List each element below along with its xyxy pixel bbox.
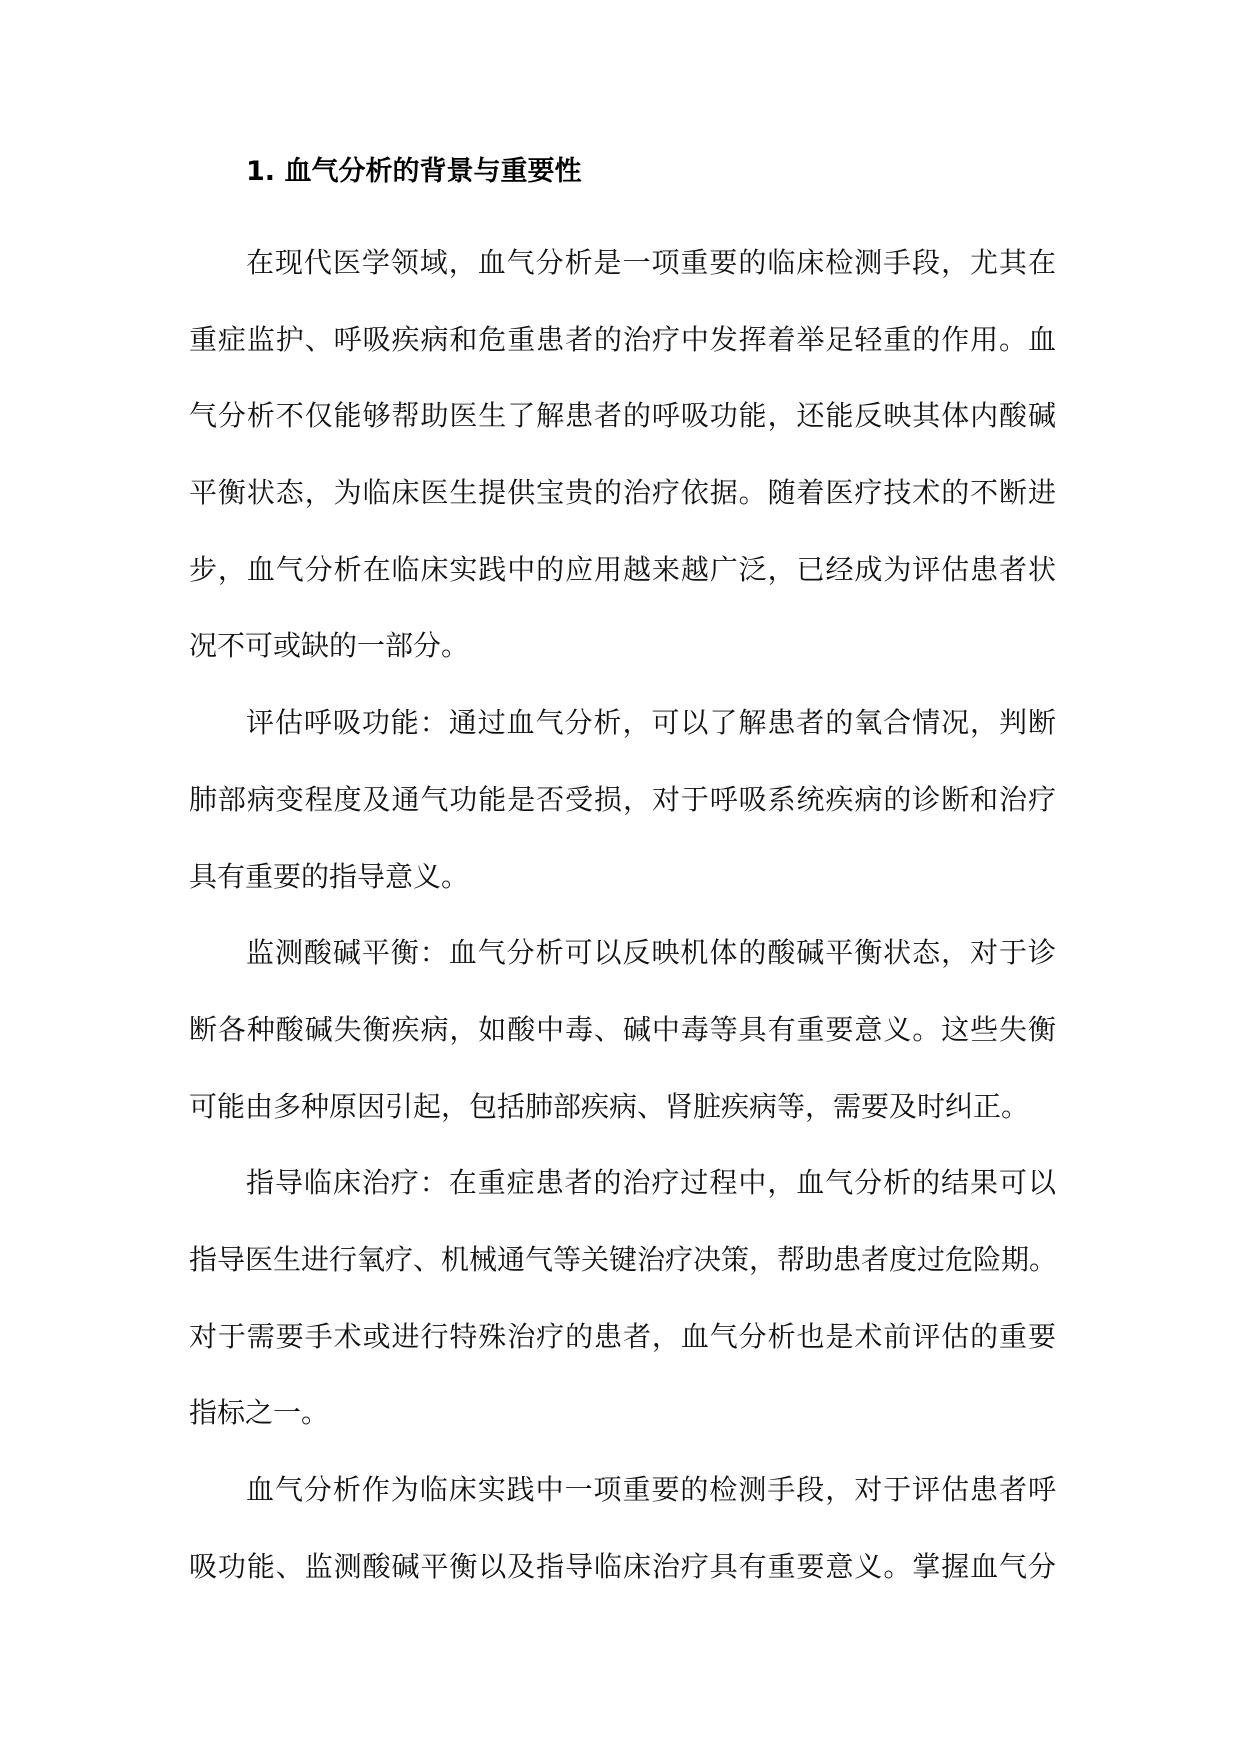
paragraph-5-line-1: 血气分析作为临床实践中一项重要的检测手段，对于评估患者呼 bbox=[246, 1473, 1056, 1506]
paragraph-3-line-1: 监测酸碱平衡：血气分析可以反映机体的酸碱平衡状态，对于诊 bbox=[246, 936, 1056, 970]
paragraph-1-line-3: 气分析不仅能够帮助医生了解患者的呼吸功能，还能反映其体内酸碱 bbox=[189, 399, 1056, 433]
paragraph-1-line-1: 在现代医学领域，血气分析是一项重要的临床检测手段，尤其在 bbox=[246, 246, 1056, 279]
paragraph-4-line-3: 对于需要手术或进行特殊治疗的患者，血气分析也是术前评估的重要 bbox=[189, 1319, 1056, 1353]
paragraph-2-line-2: 肺部病变程度及通气功能是否受损，对于呼吸系统疾病的诊断和治疗 bbox=[189, 782, 1056, 816]
paragraph-3-line-2: 断各种酸碱失衡疾病，如酸中毒、碱中毒等具有重要意义。这些失衡 bbox=[189, 1012, 1056, 1046]
body-text bbox=[189, 225, 1056, 1605]
paragraph-3-line-3: 可能由多种原因引起，包括肺部疾病、肾脏疾病等，需要及时纠正。 bbox=[189, 1089, 1030, 1123]
paragraph-2-line-1: 评估呼吸功能：通过血气分析，可以了解患者的氧合情况，判断 bbox=[246, 706, 1056, 740]
paragraph-4-line-4: 指标之一。 bbox=[189, 1396, 330, 1430]
paragraph-5-line-2: 吸功能、监测酸碱平衡以及指导临床治疗具有重要意义。掌握血气分 bbox=[189, 1549, 1056, 1583]
paragraph-1-line-2: 重症监护、呼吸疾病和危重患者的治疗中发挥着举足轻重的作用。血 bbox=[189, 322, 1056, 356]
paragraph-2-line-3: 具有重要的指导意义。 bbox=[189, 859, 470, 893]
section-heading: 1. 血气分析的背景与重要性 bbox=[246, 156, 582, 187]
paragraph-1-line-6: 况不可或缺的一部分。 bbox=[189, 629, 470, 663]
paragraph-4-line-1: 指导临床治疗：在重症患者的治疗过程中，血气分析的结果可以 bbox=[246, 1166, 1056, 1200]
paragraph-4-line-2: 指导医生进行氧疗、机械通气等关键治疗决策，帮助患者度过危险期。 bbox=[189, 1242, 1058, 1276]
paragraph-1-line-4: 平衡状态，为临床医生提供宝贵的治疗依据。随着医疗技术的不断进 bbox=[189, 476, 1056, 510]
paragraph-1-line-5: 步，血气分析在临床实践中的应用越来越广泛，已经成为评估患者状 bbox=[189, 552, 1056, 586]
